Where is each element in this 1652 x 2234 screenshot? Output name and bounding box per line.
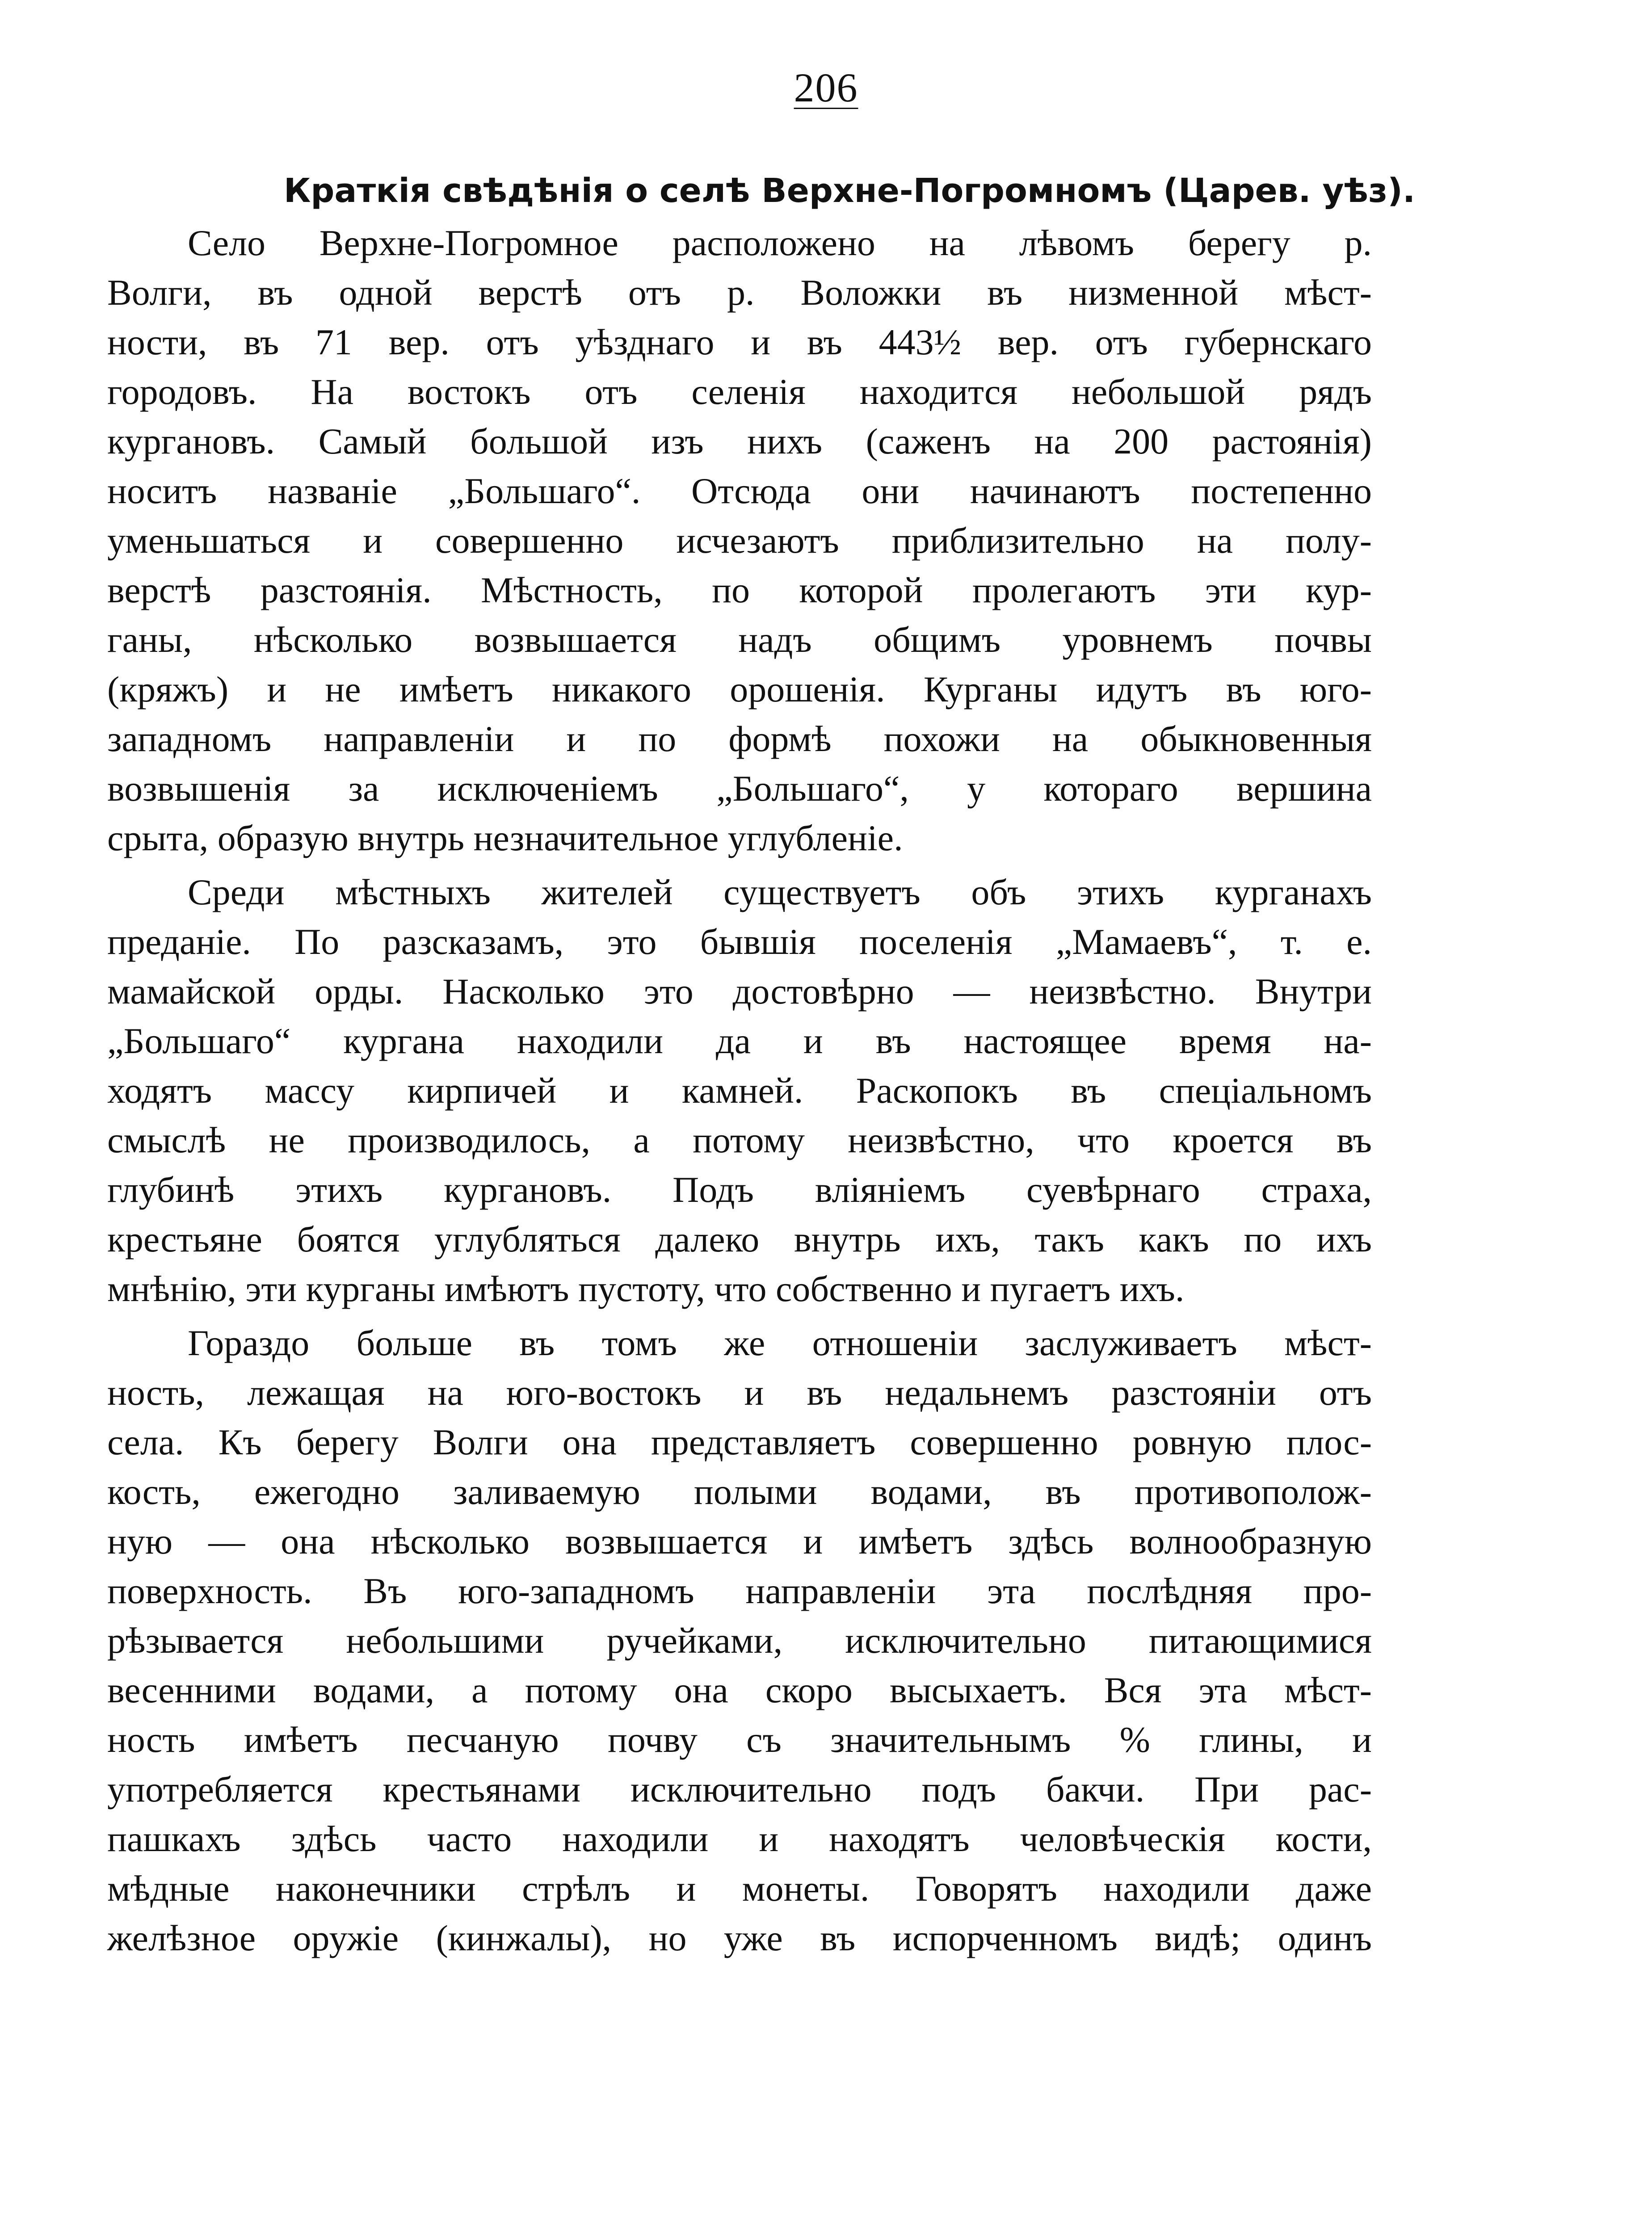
text-line: срыта, образую внутрь незначительное углубленіе.	[107, 818, 903, 858]
text-line: верстѣ разстоянія. Мѣстность, по которой пролегаютъ эти кур-	[107, 570, 1372, 610]
text-line: весенними водами, а потому она скоро высыхаетъ. Вся эта мѣст-	[107, 1670, 1372, 1710]
body-text	[107, 218, 1372, 1963]
text-line: уменьшаться и совершенно исчезаютъ приблизительно на полу-	[107, 520, 1372, 561]
text-line: мнѣнію, эти курганы имѣютъ пустоту, что собственно и пугаетъ ихъ.	[107, 1268, 1185, 1309]
text-line: носитъ названіе „Большаго“. Отсюда они начинаютъ постепенно	[107, 470, 1372, 511]
text-line: городовъ. На востокъ отъ селенія находится небольшой рядъ	[107, 371, 1372, 412]
text-line: (кряжъ) и не имѣетъ никакого орошенія. Курганы идутъ въ юго-	[107, 669, 1372, 710]
text-line: Среди мѣстныхъ жителей существуетъ объ этихъ курганахъ	[188, 872, 1372, 912]
text-line: ходятъ массу кирпичей и камней. Раскопокъ въ спеціальномъ	[107, 1070, 1372, 1111]
page-number: 206	[794, 65, 858, 110]
text-line: возвышенія за исключеніемъ „Большаго“, у котораго вершина	[107, 768, 1372, 809]
text-line: западномъ направленіи и по формѣ похожи на обыкновенныя	[107, 718, 1372, 759]
text-line: рѣзывается небольшими ручейками, исключительно питающимися	[107, 1620, 1372, 1661]
text-line: желѣзное оружіе (кинжалы), но уже въ испорченномъ видѣ; одинъ	[107, 1918, 1372, 1958]
text-line: Село Верхне-Погромное расположено на лѣвомъ берегу р.	[188, 223, 1372, 263]
text-line: ганы, нѣсколько возвышается надъ общимъ уровнемъ почвы	[107, 619, 1372, 660]
text-line: кургановъ. Самый большой изъ нихъ (саженъ на 200 растоянія)	[107, 421, 1372, 462]
text-line: Гораздо больше въ томъ же отношеніи заслуживаетъ мѣст-	[188, 1323, 1372, 1363]
text-line: ную — она нѣсколько возвышается и имѣетъ здѣсь волнообразную	[107, 1521, 1372, 1562]
paragraph-1	[107, 218, 1372, 863]
paragraph-3	[107, 1318, 1372, 1963]
text-line: глубинѣ этихъ кургановъ. Подъ вліяніемъ суевѣрнаго страха,	[107, 1169, 1372, 1210]
text-line: ности, въ 71 вер. отъ уѣзднаго и въ 443½ вер. отъ губернскаго	[107, 322, 1372, 362]
text-line: пашкахъ здѣсь часто находили и находятъ человѣческія кости,	[107, 1818, 1372, 1859]
text-line: крестьяне боятся углубляться далеко внутрь ихъ, такъ какъ по ихъ	[107, 1219, 1372, 1260]
text-line: употребляется крестьянами исключительно подъ бакчи. При рас-	[107, 1769, 1372, 1810]
text-line: Волги, въ одной верстѣ отъ р. Воложки въ низменной мѣст-	[107, 272, 1372, 313]
text-line: „Большаго“ кургана находили да и въ настоящее время на-	[107, 1020, 1372, 1061]
text-line: ность имѣетъ песчаную почву съ значительнымъ % глины, и	[107, 1719, 1372, 1760]
text-line: села. Къ берегу Волги она представляетъ совершенно ровную плос-	[107, 1422, 1372, 1462]
text-line: ность, лежащая на юго-востокъ и въ недальнемъ разстояніи отъ	[107, 1372, 1372, 1413]
text-line: смыслѣ не производилось, а потому неизвѣстно, что кроется въ	[107, 1120, 1372, 1160]
text-line: поверхность. Въ юго-западномъ направленіи эта послѣдняя про-	[107, 1571, 1372, 1611]
text-line: мѣдные наконечники стрѣлъ и монеты. Говорятъ находили даже	[107, 1868, 1372, 1909]
text-line: кость, ежегодно заливаемую полыми водами, въ противополож-	[107, 1471, 1372, 1512]
paragraph-2	[107, 867, 1372, 1314]
text-line: мамайской орды. Насколько это достовѣрно — неизвѣстно. Внутри	[107, 971, 1372, 1012]
section-heading: Краткія свѣдѣнія о селѣ Верхне-Погромномъ (Царев. уѣз).	[283, 172, 1416, 210]
text-line: преданіе. По разсказамъ, это бывшія поселенія „Мамаевъ“, т. е.	[107, 921, 1372, 962]
